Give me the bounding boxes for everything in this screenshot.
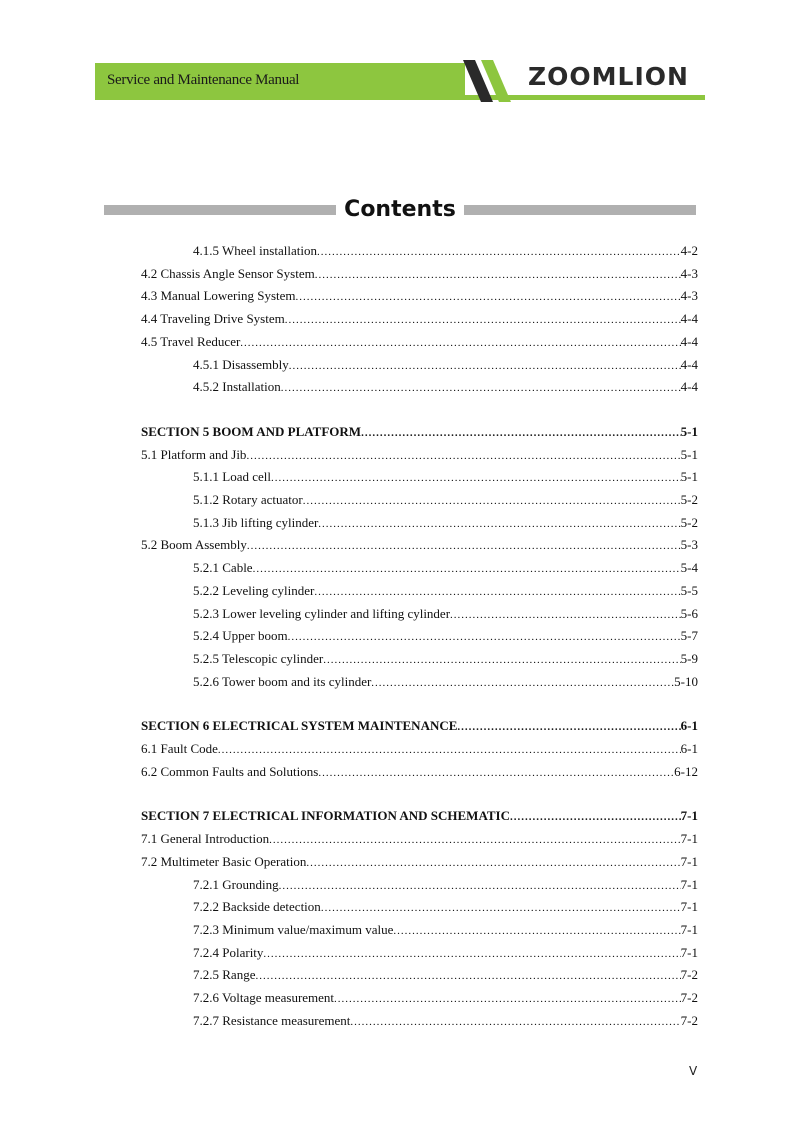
toc-leader-dots: [288, 631, 681, 643]
toc-entry[interactable]: [141, 311, 698, 331]
toc-entry-page: 5-10: [674, 673, 698, 689]
toc-entry-label: 7.2 Multimeter Basic Operation: [141, 853, 307, 869]
toc-entry-page: 4-4: [680, 333, 698, 349]
toc-entry-page: 5-9: [680, 650, 698, 666]
toc-entry-page: 4-4: [680, 379, 698, 395]
toc-entry-label: 4.1.5 Wheel installation: [193, 243, 317, 258]
toc-leader-dots: [240, 337, 680, 349]
toc-leader-dots: [296, 291, 681, 303]
toc-entry-page: 7-1: [680, 921, 698, 937]
toc-entry[interactable]: [141, 990, 698, 1010]
toc-entry[interactable]: [141, 266, 698, 286]
toc-entry[interactable]: [141, 583, 698, 603]
toc-entry-label: 6.1 Fault Code: [141, 741, 218, 756]
toc-leader-dots: [263, 948, 680, 960]
contents-heading: [104, 197, 696, 225]
toc-leader-dots: [350, 1016, 680, 1028]
toc-entry[interactable]: [141, 967, 698, 987]
toc-entry-page: 4-3: [680, 265, 698, 281]
toc-entry-label: 5.2.4 Upper boom: [193, 628, 288, 644]
toc-entry[interactable]: [141, 537, 698, 557]
toc-entry-label: 7.2.4 Polarity: [193, 944, 264, 960]
toc-entry[interactable]: [141, 515, 698, 535]
toc-leader-dots: [334, 993, 681, 1005]
toc-entry[interactable]: [141, 357, 698, 377]
toc-leader-dots: [510, 811, 681, 823]
toc-entry[interactable]: [141, 899, 698, 919]
toc-entry-label: 5.2.6 Tower boom and its cylinder: [193, 673, 372, 689]
toc-leader-dots: [247, 540, 681, 552]
toc-entry[interactable]: [141, 741, 698, 761]
toc-entry[interactable]: [141, 334, 698, 354]
toc-entry-page: 7-2: [680, 967, 698, 983]
toc-entry-label: 5.2.3 Lower leveling cylinder and lifting cylinder: [193, 605, 451, 621]
toc-entry[interactable]: [141, 922, 698, 942]
toc-entry-page: 5-1: [680, 423, 698, 439]
toc-entry-label: 4.2 Chassis Angle Sensor System: [141, 265, 315, 281]
toc-entry-page: 5-4: [680, 560, 698, 576]
toc-leader-dots: [271, 472, 681, 484]
zoomlion-logo-icon: [455, 60, 525, 102]
toc-entry[interactable]: [141, 1013, 698, 1033]
toc-leader-dots: [218, 744, 681, 756]
toc-entry[interactable]: [141, 288, 698, 308]
toc-leader-dots: [285, 314, 681, 326]
toc-entry-page: 6-12: [674, 763, 698, 779]
toc-entry-page: 4-3: [680, 288, 698, 304]
toc-entry-page: 6-1: [680, 741, 698, 756]
toc-leader-dots: [255, 970, 680, 982]
toc-entry-label: SECTION 6 ELECTRICAL SYSTEM MAINTENANCE: [141, 718, 458, 734]
toc-entry[interactable]: [141, 764, 698, 784]
toc-entry[interactable]: [141, 831, 698, 851]
toc-entry-page: 5-1: [680, 446, 698, 462]
toc-entry-label: SECTION 5 BOOM AND PLATFORM: [141, 423, 362, 439]
toc-section-entry[interactable]: [141, 808, 698, 828]
toc-entry-page: 7-1: [680, 944, 698, 960]
toc-entry-label: 5.2.1 Cable: [193, 560, 253, 576]
toc-entry-page: 5-5: [680, 582, 698, 598]
toc-entry-label: 7.2.7 Resistance measurement: [193, 1012, 351, 1028]
toc-entry-page: 4-4: [680, 356, 698, 372]
contents-bar-left: [104, 205, 336, 215]
toc-entry-page: 7-2: [680, 1012, 698, 1028]
toc-entry[interactable]: [141, 945, 698, 965]
toc-entry[interactable]: [141, 379, 698, 399]
page-number: V: [689, 1064, 698, 1078]
toc-entry[interactable]: [141, 651, 698, 671]
toc-entry-label: 5.2.5 Telescopic cylinder: [193, 650, 324, 666]
toc-entry[interactable]: [141, 492, 698, 512]
toc-leader-dots: [318, 767, 674, 779]
toc-entry[interactable]: [141, 674, 698, 694]
toc-entry-label: 5.2.2 Leveling cylinder: [193, 582, 315, 598]
toc-entry-page: 5-2: [680, 492, 698, 507]
toc-leader-dots: [317, 246, 681, 258]
toc-leader-dots: [393, 925, 680, 937]
toc-entry-label: SECTION 7 ELECTRICAL INFORMATION AND SCHEMATIC: [141, 808, 510, 824]
toc-section-entry[interactable]: [141, 424, 698, 444]
contents-title: Contents: [344, 197, 456, 222]
toc-entry-page: 6-1: [680, 718, 698, 734]
toc-entry-page: 5-7: [680, 628, 698, 644]
toc-leader-dots: [450, 609, 681, 621]
toc-entry-page: 5-2: [680, 514, 698, 530]
toc-entry-label: 7.2.3 Minimum value/maximum value: [193, 921, 394, 937]
toc-leader-dots: [314, 586, 680, 598]
toc-entry-label: 6.2 Common Faults and Solutions: [141, 763, 319, 779]
toc-leader-dots: [318, 518, 680, 530]
toc-entry-page: 7-1: [680, 853, 698, 869]
toc-leader-dots: [279, 880, 681, 892]
toc-entry-page: 4-2: [680, 243, 698, 258]
toc-entry-label: 4.3 Manual Lowering System: [141, 288, 296, 304]
toc-entry-label: 4.4 Traveling Drive System: [141, 311, 285, 327]
toc-entry-page: 7-1: [680, 808, 698, 824]
toc-entry-label: 4.5.1 Disassembly: [193, 356, 289, 372]
brand-name: ZOOMLION: [528, 62, 689, 91]
toc-entry-label: 7.2.5 Range: [193, 967, 256, 983]
toc-leader-dots: [315, 269, 681, 281]
toc-section-entry[interactable]: [141, 718, 698, 738]
toc-entry[interactable]: [141, 560, 698, 580]
toc-leader-dots: [361, 427, 681, 439]
toc-leader-dots: [321, 902, 681, 914]
toc-entry[interactable]: [141, 469, 698, 489]
toc-entry-label: 5.1 Platform and Jib: [141, 446, 247, 462]
toc-entry-page: 5-6: [680, 605, 698, 621]
toc-entry-label: 7.2.6 Voltage measurement: [193, 990, 335, 1005]
toc-entry-page: 7-2: [680, 990, 698, 1005]
toc-entry[interactable]: [141, 243, 698, 263]
toc-leader-dots: [371, 677, 674, 689]
contents-bar-right: [464, 205, 696, 215]
toc-entry-page: 5-1: [680, 469, 698, 485]
toc-entry-page: 7-1: [680, 831, 698, 847]
toc-entry-label: 4.5 Travel Reducer: [141, 333, 241, 349]
toc-entry-page: 5-3: [680, 537, 698, 553]
toc-entry-label: 5.1.3 Jib lifting cylinder: [193, 514, 319, 530]
toc-entry-label: 7.2.1 Grounding: [193, 876, 279, 892]
toc-entry-page: 7-1: [680, 899, 698, 915]
toc-entry-label: 7.2.2 Backside detection: [193, 899, 321, 915]
toc-leader-dots: [289, 360, 681, 372]
toc-entry-label: 4.5.2 Installation: [193, 379, 281, 395]
toc-leader-dots: [457, 721, 680, 733]
toc-entry-label: 5.2 Boom Assembly: [141, 537, 247, 553]
toc-entry[interactable]: [141, 854, 698, 874]
toc-leader-dots: [306, 857, 680, 869]
toc-entry-page: 7-1: [680, 876, 698, 892]
toc-leader-dots: [253, 563, 681, 575]
toc-entry[interactable]: [141, 877, 698, 897]
toc-entry[interactable]: [141, 447, 698, 467]
toc-leader-dots: [303, 495, 681, 507]
toc-leader-dots: [269, 834, 681, 846]
toc-entry-label: 5.1.1 Load cell: [193, 469, 271, 485]
toc-entry-label: 5.1.2 Rotary actuator: [193, 492, 303, 507]
header-title: Service and Maintenance Manual: [107, 72, 300, 88]
toc-leader-dots: [246, 450, 680, 462]
toc-entry[interactable]: [141, 628, 698, 648]
toc-entry-page: 4-4: [680, 311, 698, 327]
toc-entry-label: 7.1 General Introduction: [141, 831, 270, 847]
toc-leader-dots: [323, 654, 680, 666]
toc-leader-dots: [281, 382, 681, 394]
toc-entry[interactable]: [141, 606, 698, 626]
